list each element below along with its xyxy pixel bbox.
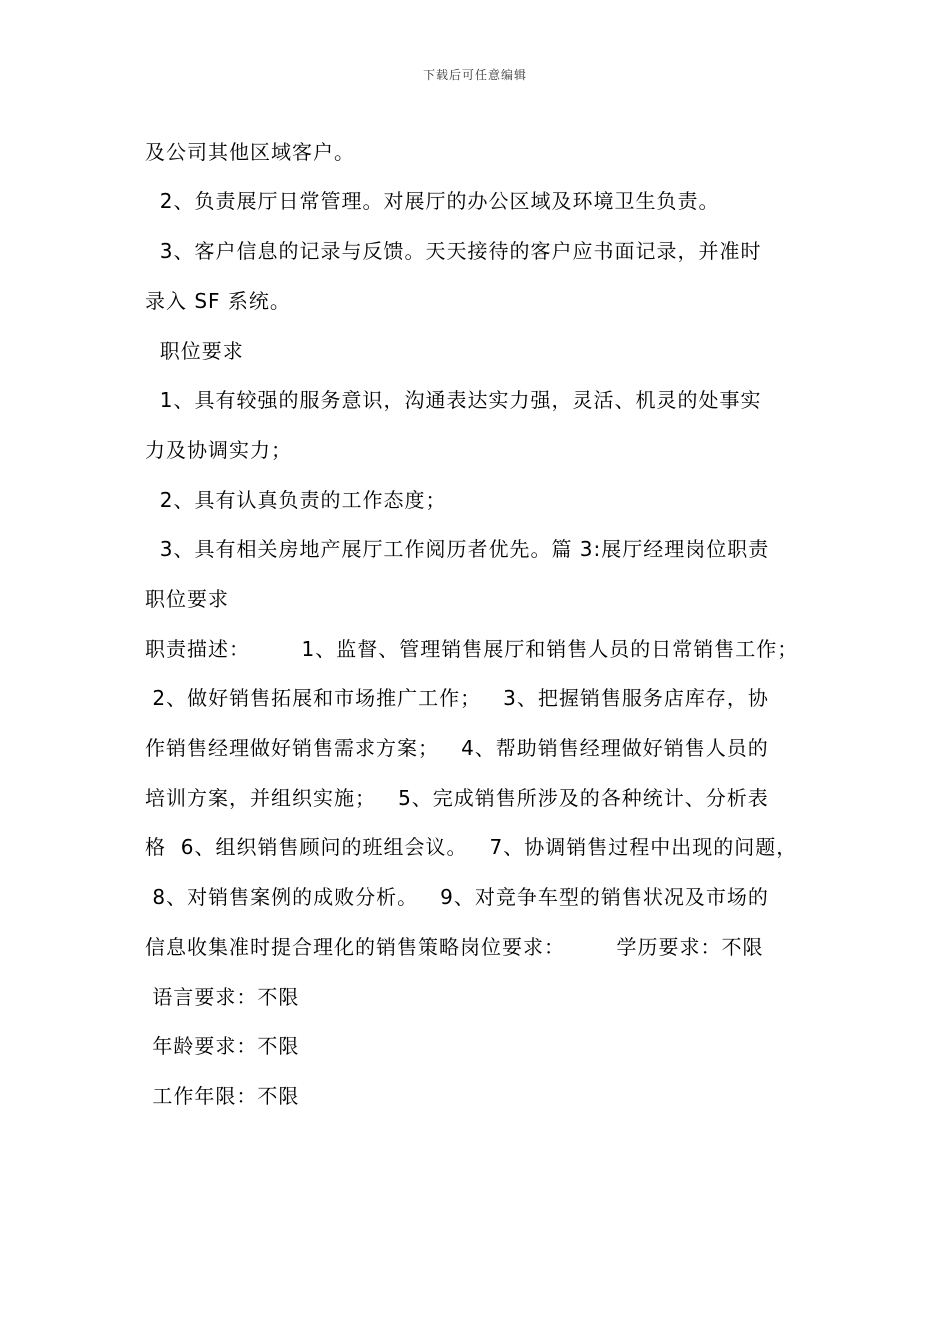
body-line-19: 年龄要求：不限 bbox=[145, 1034, 300, 1058]
body-line-5: 职位要求 bbox=[145, 339, 244, 363]
body-line-15: 格 6、组织销售顾问的班组会议。 7、协调销售过程中出现的问题， bbox=[145, 835, 798, 859]
body-line-3: 3、客户信息的记录与反馈。天天接待的客户应书面记录，并准时 bbox=[145, 239, 762, 263]
body-line-16: 8、对销售案例的成败分析。 9、对竞争车型的销售状况及市场的 bbox=[145, 885, 769, 909]
body-line-12: 2、做好销售拓展和市场推广工作； 3、把握销售服务店库存，协 bbox=[145, 686, 769, 710]
body-line-11: 职责描述： 1、监督、管理销售展厅和销售人员的日常销售工作； bbox=[145, 637, 799, 661]
body-line-13: 作销售经理做好销售需求方案； 4、帮助销售经理做好销售人员的 bbox=[145, 736, 769, 760]
body-line-7: 力及协调实力； bbox=[145, 438, 292, 462]
body-line-6: 1、具有较强的服务意识，沟通表达实力强，灵活、机灵的处事实 bbox=[145, 388, 762, 412]
body-line-9: 3、具有相关房地产展厅工作阅历者优先。篇 3:展厅经理岗位职责 bbox=[145, 537, 770, 561]
body-line-10: 职位要求 bbox=[145, 587, 229, 611]
body-line-2: 2、负责展厅日常管理。对展厅的办公区域及环境卫生负责。 bbox=[145, 189, 720, 213]
body-line-18: 语言要求：不限 bbox=[145, 985, 300, 1009]
body-line-17: 信息收集准时提合理化的销售策略岗位要求： 学历要求：不限 bbox=[145, 935, 764, 959]
body-line-20: 工作年限：不限 bbox=[145, 1084, 300, 1108]
body-line-4: 录入 SF 系统。 bbox=[145, 289, 291, 313]
body-line-14: 培训方案，并组织实施； 5、完成销售所涉及的各种统计、分析表 bbox=[145, 786, 769, 810]
body-line-1: 及公司其他区域客户。 bbox=[145, 140, 355, 164]
body-line-8: 2、具有认真负责的工作态度； bbox=[145, 488, 447, 512]
page-header: 下载后可任意编辑 bbox=[422, 68, 527, 82]
